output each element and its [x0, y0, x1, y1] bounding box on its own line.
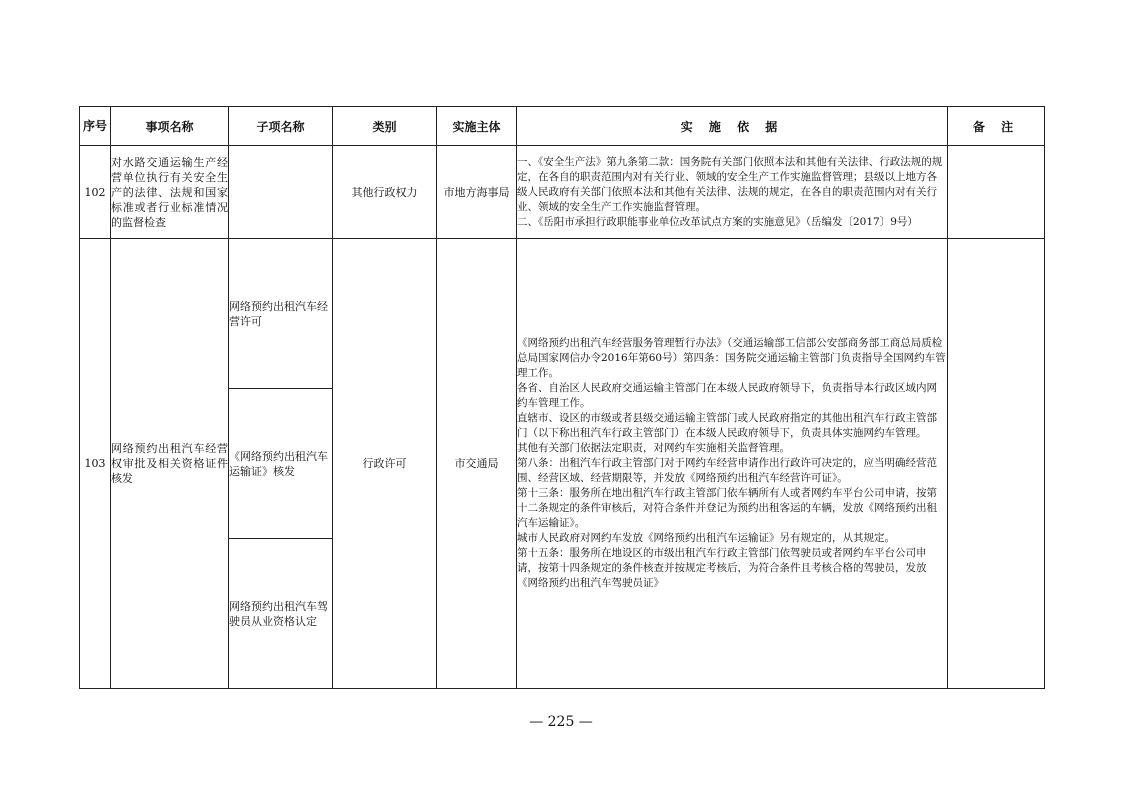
- header-implementing-body: 实施主体: [437, 107, 517, 146]
- row-implementation-basis: [517, 146, 948, 239]
- row-sub-item-name: [229, 146, 333, 239]
- row-category: 其他行政权力: [333, 146, 437, 239]
- basis-paragraph: 各省、自治区人民政府交通运输主管部门在本级人民政府领导下，负责指导本行政区域内网约车管理工作。: [517, 382, 937, 409]
- row-implementation-basis: [517, 239, 948, 689]
- row-category: 行政许可: [333, 239, 437, 689]
- page-number: — 225 —: [529, 714, 593, 730]
- header-item-name: 事项名称: [111, 107, 229, 146]
- row-remarks: [948, 146, 1045, 239]
- row-item-name: 网络预约出租汽车经营权审批及相关资格证件核发: [111, 239, 229, 689]
- table-header-row: [80, 107, 1045, 146]
- header-category: 类别: [333, 107, 437, 146]
- basis-paragraph: 第十五条：服务所在地设区的市级出租汽车行政主管部门依驾驶员或者网约车平台公司申请，按第十四条规定的条件核查并按规定考核后，为符合条件且考核合格的驾驶员，发放《网络预约出租汽车驾驶员证》: [517, 547, 927, 589]
- policy-table: [79, 106, 1045, 689]
- row-sub-item-name: 《网络预约出租汽车运输证》核发: [229, 389, 333, 539]
- header-remarks: 备 注: [948, 107, 1045, 146]
- basis-paragraph: 一、《安全生产法》第九条第二款：国务院有关部门依照本法和其他有关法律、行政法规的规定，在各自的职责范围内对有关行业、领域的安全生产工作实施监督管理；县级以上地方各级人民政府有关部门依照本法和其他有关法律、法规的规定，在各自的职责范围内对有关行业、领域的安全生产工作实施监督管理。: [517, 155, 943, 213]
- row-remarks: [948, 239, 1045, 689]
- basis-paragraph: 第十三条：服务所在地出租汽车行政主管部门依车辆所有人或者网约车平台公司申请，按第十二条规定的条件审核后，对符合条件并登记为预约出租客运的车辆，发放《网络预约出租汽车运输证》。: [517, 487, 937, 529]
- basis-paragraph: 第八条：出租汽车行政主管部门对于网约车经营申请作出行政许可决定的，应当明确经营范围、经营区域、经营期限等，并发放《网络预约出租汽车经营许可证》。: [517, 457, 937, 484]
- header-implementation-basis: 实 施 依 据: [517, 107, 948, 146]
- basis-paragraph: 二、《岳阳市承担行政职能事业单位改革试点方案的实施意见》（岳编发〔2017〕9号）: [517, 215, 918, 228]
- row-item-name: 对水路交通运输生产经营单位执行有关安全生产的法律、法规和国家标准或者行业标准情况的监督检查: [111, 146, 229, 239]
- basis-paragraph: 城市人民政府对网约车发放《网络预约出租汽车运输证》另有规定的，从其规定。: [517, 532, 895, 544]
- basis-paragraph: 其他有关部门依据法定职责，对网约车实施相关监督管理。: [517, 442, 790, 454]
- table-row: [80, 146, 1045, 239]
- table-row: [80, 239, 1045, 389]
- basis-paragraph: 直辖市、设区的市级或者县级交通运输主管部门或人民政府指定的其他出租汽车行政主管部门（以下称出租汽车行政主管部门）在本级人民政府领导下，负责具体实施网约车管理。: [517, 412, 937, 439]
- row-implementing-body: 市地方海事局: [437, 146, 517, 239]
- row-sub-item-name: 网络预约出租汽车驾驶员从业资格认定: [229, 539, 333, 689]
- header-sub-item-name: 子项名称: [229, 107, 333, 146]
- header-serial-no: 序号: [80, 107, 111, 146]
- row-serial-no: 102: [80, 146, 111, 239]
- row-implementing-body: 市交通局: [437, 239, 517, 689]
- row-serial-no: 103: [80, 239, 111, 689]
- row-sub-item-name: 网络预约出租汽车经营许可: [229, 239, 333, 389]
- basis-paragraph: 《网络预约出租汽车经营服务管理暂行办法》（交通运输部工信部公安部商务部工商总局质检总局国家网信办令2016年第60号）第四条：国务院交通运输主管部门负责指导全国网约车管理工作。: [517, 337, 946, 379]
